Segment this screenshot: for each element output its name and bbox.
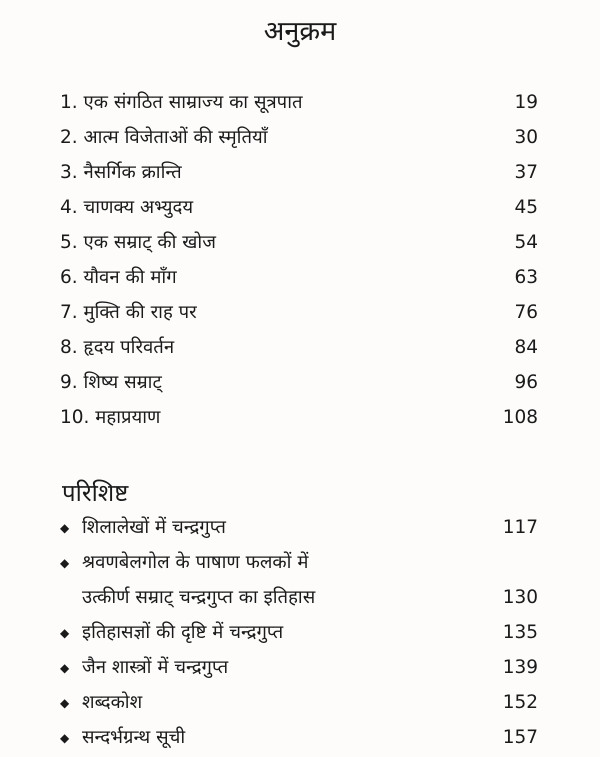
page-title: अनुक्रम — [263, 16, 337, 47]
appendix-entry — [0, 617, 600, 652]
diamond-bullet-icon: ◆ — [60, 731, 70, 745]
appendix-entry-page: 135 — [502, 622, 538, 643]
toc-entry-title: 4. चाणक्य अभ्युदय — [60, 197, 194, 218]
appendix-entry-page: 130 — [502, 587, 538, 608]
toc-entry — [0, 228, 600, 263]
appendix-entry-page: 152 — [502, 692, 538, 713]
appendix-entry — [0, 687, 600, 722]
toc-entry — [0, 88, 600, 123]
toc-entry-page: 30 — [514, 127, 538, 148]
toc-entry-page: 54 — [514, 232, 538, 253]
toc-entry-title: 2. आत्म विजेताओं की स्मृतियाँ — [60, 127, 268, 148]
diamond-bullet-icon: ◆ — [60, 556, 70, 570]
toc-entry-page: 108 — [502, 407, 538, 428]
toc-entry-page: 84 — [514, 337, 538, 358]
toc-entry-title: 6. यौवन की माँग — [60, 267, 177, 288]
contents-list — [0, 88, 600, 438]
appendix-heading: परिशिष्ट — [62, 479, 129, 507]
toc-entry-title: 1. एक संगठित साम्राज्य का सूत्रपात — [60, 92, 303, 113]
appendix-entry — [0, 722, 600, 757]
toc-entry — [0, 403, 600, 438]
diamond-bullet-icon: ◆ — [60, 626, 70, 640]
appendix-entry — [0, 512, 600, 547]
appendix-entry-title: सन्दर्भग्रन्थ सूची — [82, 727, 186, 748]
toc-entry — [0, 368, 600, 403]
toc-entry-title: 3. नैसर्गिक क्रान्ति — [60, 162, 182, 183]
appendix-entry-title: जैन शास्त्रों में चन्द्रगुप्त — [82, 657, 229, 678]
toc-entry — [0, 333, 600, 368]
appendix-entry-title: श्रवणबेलगोल के पाषाण फलकों में — [82, 552, 309, 573]
appendix-entry — [0, 547, 600, 617]
appendix-entry-title-continued: उत्कीर्ण सम्राट् चन्द्रगुप्त का इतिहास — [82, 587, 316, 608]
appendix-list — [0, 512, 600, 757]
toc-entry — [0, 193, 600, 228]
toc-entry — [0, 263, 600, 298]
toc-entry-page: 76 — [514, 302, 538, 323]
toc-entry-title: 8. हृदय परिवर्तन — [60, 337, 175, 358]
toc-entry-title: 5. एक सम्राट् की खोज — [60, 232, 216, 253]
toc-entry-page: 63 — [514, 267, 538, 288]
appendix-entry-page: 117 — [502, 517, 538, 538]
toc-entry-title: 10. महाप्रयाण — [60, 407, 161, 428]
toc-entry — [0, 123, 600, 158]
diamond-bullet-icon: ◆ — [60, 696, 70, 710]
diamond-bullet-icon: ◆ — [60, 521, 70, 535]
toc-entry-page: 96 — [514, 372, 538, 393]
appendix-entry-title: इतिहासज्ञों की दृष्टि में चन्द्रगुप्त — [82, 622, 284, 643]
toc-entry-title: 7. मुक्ति की राह पर — [60, 302, 197, 323]
appendix-entry-title: शिलालेखों में चन्द्रगुप्त — [82, 517, 226, 538]
toc-entry-title: 9. शिष्य सम्राट् — [60, 372, 162, 393]
toc-entry-page: 45 — [514, 197, 538, 218]
appendix-entry-title: शब्दकोश — [82, 692, 143, 713]
toc-entry — [0, 298, 600, 333]
appendix-entry-page: 139 — [502, 657, 538, 678]
toc-entry — [0, 158, 600, 193]
appendix-entry — [0, 652, 600, 687]
appendix-entry-page: 157 — [502, 727, 538, 748]
toc-entry-page: 37 — [514, 162, 538, 183]
diamond-bullet-icon: ◆ — [60, 661, 70, 675]
toc-entry-page: 19 — [514, 92, 538, 113]
